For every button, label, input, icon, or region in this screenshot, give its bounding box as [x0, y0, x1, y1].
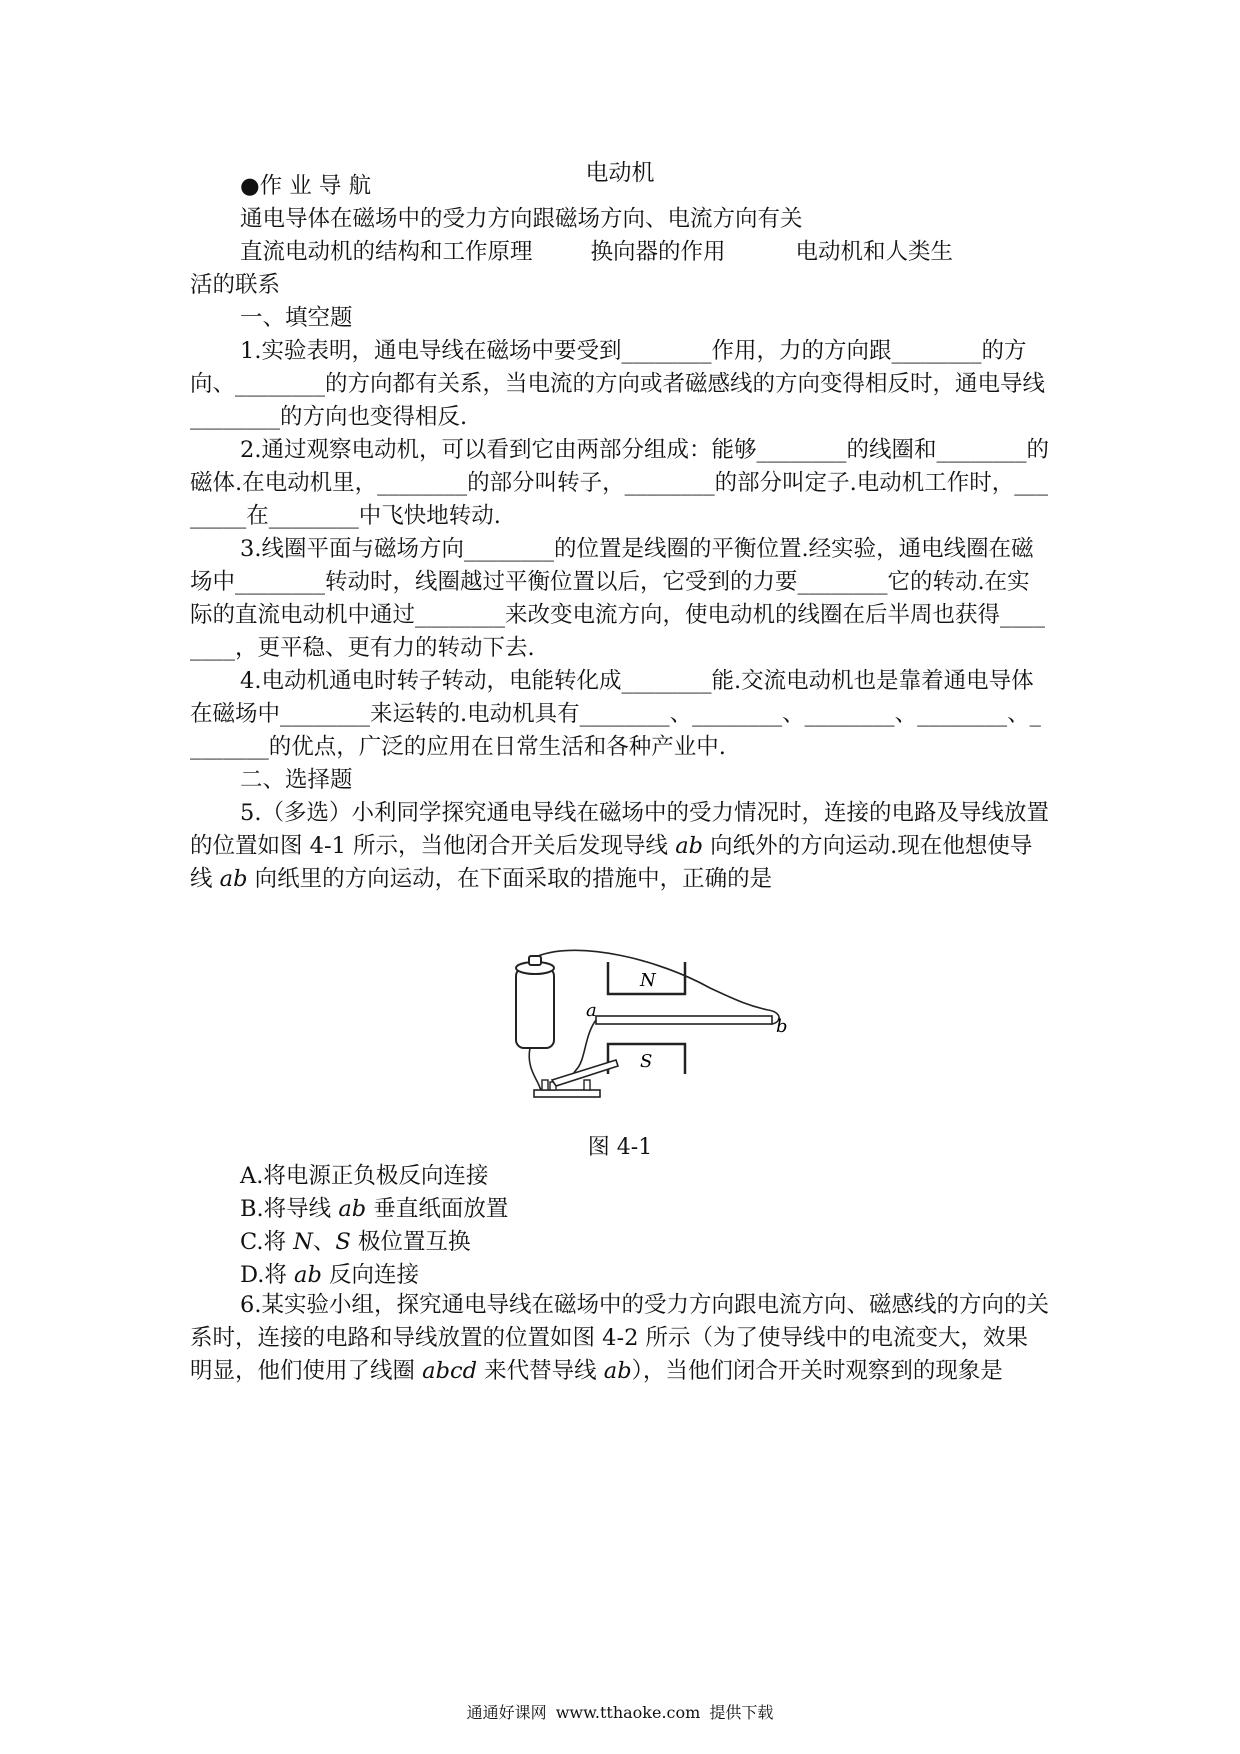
option-d: [240, 1259, 1050, 1292]
question-5: [190, 797, 1050, 896]
question-1: 1.实验表明，通电导线在磁场中要受到________作用，力的方向跟________的方向、________的方向都有关系，当电流的方向或者磁感线的方向变得相反时，通电导线________的方向也变得相反.: [190, 338, 1046, 430]
option-d-text-1: D.将: [240, 1262, 295, 1288]
option-c-s: S: [335, 1229, 351, 1255]
guide-item-3-continued: 活的联系: [190, 272, 281, 298]
question-5-text-1: 5.（多选）小利同学探究通电导线在磁场中的受力情况时，连接的电路及导线放置的位置如图 4-1 所示，当他闭合开关后发现导线: [190, 800, 1049, 859]
option-c-text-2: 极位置互换: [350, 1229, 471, 1255]
question-6-paragraph: [190, 1289, 1050, 1388]
question-6-text-2: 来代替导线: [476, 1358, 604, 1384]
option-b-text-1: B.将导线: [240, 1196, 339, 1222]
guide-items-row: [190, 236, 1050, 269]
footer-url[interactable]: www.tthaoke.com: [555, 1703, 701, 1722]
option-c-text-1: C.将: [240, 1229, 294, 1255]
figure-4-1: [500, 940, 790, 1130]
question-2: 2.通过观察电动机，可以看到它由两部分组成：能够________的线圈和________的磁体.在电动机里，________的部分叫转子，________的部分叫定子.电动机工作时，________在________中飞快地转动.: [190, 437, 1049, 529]
question-5-text-2: 向纸外的方向运动.现在他想使导线: [190, 833, 1033, 892]
section-heading-fill-blank: 一、填空题: [240, 305, 353, 331]
page-footer: [0, 1700, 1240, 1723]
section-heading-multiple-choice: 二、选择题: [240, 767, 353, 793]
footer-tail: 提供下载: [709, 1703, 774, 1722]
guide-item-2: 换向器的作用: [590, 239, 726, 265]
option-c-n: N: [293, 1229, 313, 1255]
question-5-ab-2: ab: [219, 866, 248, 892]
page-title: 电动机: [585, 160, 655, 186]
option-d-text-2: 反向连接: [321, 1262, 420, 1288]
homework-guide: [190, 170, 1050, 896]
guide-heading: ●作 业 导 航: [240, 173, 372, 199]
question-6-abcd: abcd: [422, 1358, 477, 1384]
figure-caption: 图 4-1: [587, 1135, 653, 1160]
battery-icon: [516, 956, 554, 1048]
circuit-diagram: [500, 940, 790, 1130]
option-d-ab: ab: [294, 1262, 322, 1288]
label-north: N: [640, 970, 656, 991]
label-south: S: [640, 1051, 653, 1072]
option-b-text-2: 垂直纸面放置: [366, 1196, 509, 1222]
option-b-ab: ab: [338, 1196, 367, 1222]
question-6-text-3: ），当他们闭合开关时观察到的现象是: [631, 1358, 1003, 1384]
question-3: 3.线圈平面与磁场方向________的位置是线圈的平衡位置.经实验，通电线圈在磁场中________转动时，线圈越过平衡位置以后，它受到的力要________它的转动.在实际的直流电动机中通过________来改变电流方向，使电动机的线圈在后半周也获得________，更平稳、更有力的转动下去.: [190, 536, 1046, 661]
guide-item-1: 直流电动机的结构和工作原理: [240, 239, 533, 265]
label-b: b: [776, 1016, 788, 1037]
guide-item-3: 电动机和人类生: [795, 239, 954, 265]
question-4: 4.电动机通电时转子转动，电能转化成________能.交流电动机也是靠着通电导体在磁场中________来运转的.电动机具有________、________、________、________、________的优点，广泛的应用在日常生活和各种产业中.: [190, 668, 1041, 760]
option-b: [240, 1193, 1050, 1226]
conductor-ab: [596, 1016, 772, 1024]
option-c-sep: 、: [312, 1229, 336, 1255]
question-5-text-3: 向纸里的方向运动，在下面采取的措施中，正确的是: [247, 866, 773, 892]
guide-line-1: 通电导体在磁场中的受力方向跟磁场方向、电流方向有关: [240, 206, 803, 232]
question-6-ab: ab: [603, 1358, 632, 1384]
option-a: A.将电源正负极反向连接: [240, 1163, 489, 1189]
question-5-ab-1: ab: [675, 833, 704, 859]
footer-site-name: 通通好课网: [466, 1703, 547, 1722]
answer-options: [240, 1160, 1050, 1292]
question-6-text-1: 6.某实验小组，探究通电导线在磁场中的受力方向跟电流方向、磁感线的方向的关系时，连接的电路和导线放置的位置如图 4-2 所示（为了使导线中的电流变大，效果明显，他们使用了线圈: [190, 1292, 1049, 1384]
option-c: [240, 1226, 1050, 1259]
label-a: a: [586, 1000, 597, 1021]
question-6: [190, 1289, 1050, 1388]
switch-icon: [534, 1060, 618, 1097]
